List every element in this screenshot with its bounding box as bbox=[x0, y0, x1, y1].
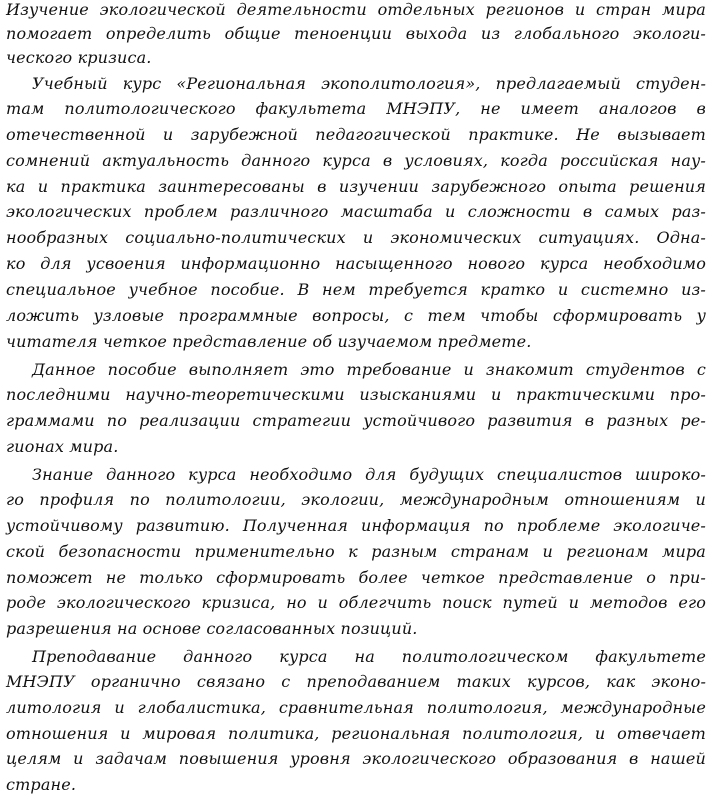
text-line: помогает определить общие теноенции выхода из глобального экологи- bbox=[6, 24, 706, 43]
text-line: МНЭПУ органично связано с преподаванием таких курсов, как эконо- bbox=[6, 672, 706, 691]
text-line: роде экологического кризиса, но и облегчить поиск путей и методов его bbox=[6, 593, 706, 612]
text-line: ской безопасности применительно к разным странам и регионам мира bbox=[6, 542, 706, 561]
text-line: целям и задачам повышения уровня экологического образования в нашей bbox=[6, 749, 706, 768]
text-line: литология и глобалистика, сравнительная политология, международные bbox=[6, 698, 706, 717]
text-line: специальное учебное пособие. В нем требуется кратко и системно из- bbox=[6, 280, 706, 299]
text-line: нообразных социально-политических и экономических ситуациях. Одна- bbox=[6, 228, 706, 247]
text-line: ка и практика заинтересованы в изучении зарубежного опыта решения bbox=[6, 177, 706, 196]
text-line: отечественной и зарубежной педагогической практике. Не вызывает bbox=[6, 125, 706, 144]
text-line: экологических проблем различного масштаба и сложности в самых раз- bbox=[6, 202, 706, 221]
text-line: разрешения на основе согласованных позиций. bbox=[6, 619, 418, 638]
text-line: ческого кризиса. bbox=[6, 48, 152, 67]
text-line: стране. bbox=[6, 775, 77, 794]
text-line: читателя четкое представление об изучаемом предмете. bbox=[6, 332, 532, 351]
text-line: поможет не только сформировать более четкое представление о при- bbox=[6, 568, 706, 587]
text-line: Преподавание данного курса на политологическом факультете bbox=[32, 647, 706, 666]
text-line: Знание данного курса необходимо для будущих специалистов широко- bbox=[32, 465, 706, 484]
text-line: отношения и мировая политика, региональная политология, и отвечает bbox=[6, 724, 706, 743]
text-line: последними научно-теоретическими изысканиями и практическими про- bbox=[6, 385, 706, 404]
text-line: ложить узловые программные вопросы, с тем чтобы сформировать у bbox=[6, 306, 706, 325]
text-line: гионах мира. bbox=[6, 437, 119, 456]
text-line: устойчивому развитию. Полученная информация по проблеме экологиче- bbox=[6, 516, 706, 535]
text-line: ко для усвоения информационно насыщенного нового курса необходимо bbox=[6, 254, 706, 273]
text-line: сомнений актуальность данного курса в условиях, когда российская нау- bbox=[6, 151, 706, 170]
text-line: Изучение экологической деятельности отдельных регионов и стран мира bbox=[6, 0, 706, 19]
text-line: Данное пособие выполняет это требование и знакомит студентов с bbox=[32, 360, 706, 379]
text-line: Учебный курс «Региональная экополитология», предлагаемый студен- bbox=[32, 74, 706, 93]
text-line: го профиля по политологии, экологии, международным отношениям и bbox=[6, 490, 706, 509]
text-line: граммами по реализации стратегии устойчивого развития в разных ре- bbox=[6, 411, 706, 430]
text-line: там политологического факультета МНЭПУ, не имеет аналогов в bbox=[6, 99, 706, 118]
